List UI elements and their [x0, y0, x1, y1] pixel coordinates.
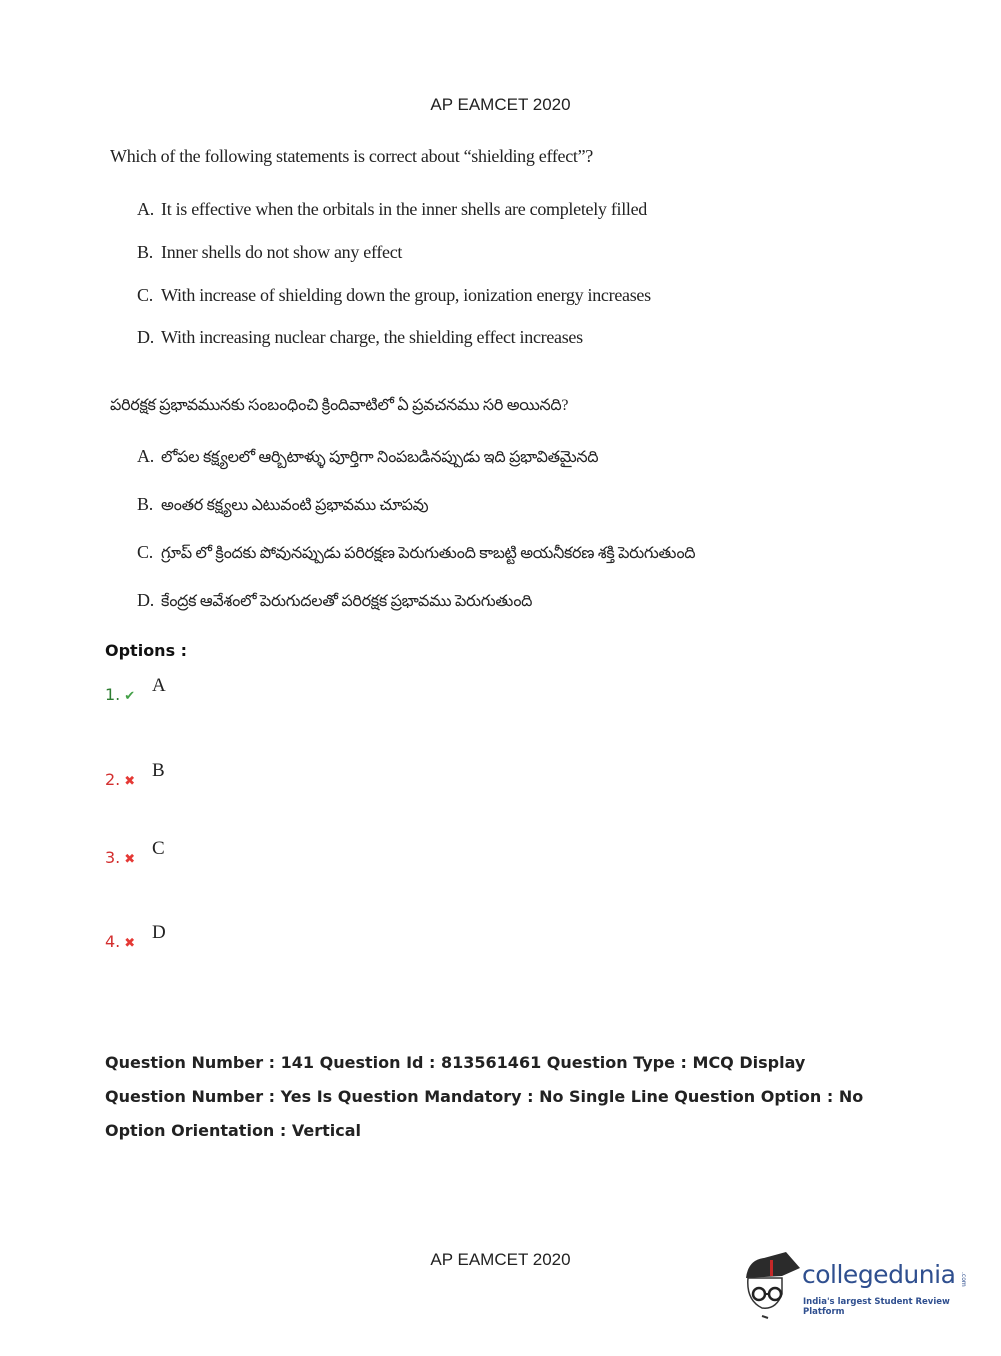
option-text: కేంద్రక ఆవేశంలో పెరుగుదలతో పరిరక్షక ప్రభావము పెరుగుతుంది	[161, 593, 533, 610]
english-option-a	[137, 199, 647, 220]
answer-value: B	[152, 760, 165, 781]
option-text: With increasing nuclear charge, the shielding effect increases	[161, 327, 583, 347]
option-text: అంతర కక్ష్యలు ఎటువంటి ప్రభావము చూపవు	[161, 497, 429, 514]
option-letter: D.	[137, 590, 154, 610]
option-letter: C.	[137, 285, 153, 305]
question-text-english: Which of the following statements is correct about “shielding effect”?	[110, 146, 593, 166]
option-letter: A.	[137, 199, 154, 219]
option-letter: B.	[137, 494, 153, 514]
option-letter: D.	[137, 327, 154, 347]
answer-option-2	[105, 760, 165, 789]
page-footer-title: AP EAMCET 2020	[430, 1250, 571, 1269]
english-option-c	[137, 285, 651, 306]
answer-number: 3.	[105, 848, 121, 867]
answer-option-1	[105, 675, 166, 704]
option-text: గ్రూప్ లో క్రిందకు పోవునప్పుడు పరిరక్షణ పెరుగుతుంది కాబట్టి అయనీకరణ శక్తి పెరుగుతుంది	[161, 545, 696, 562]
answer-value: C	[152, 838, 165, 859]
telugu-option-d	[137, 590, 532, 614]
option-text: Inner shells do not show any effect	[161, 242, 403, 262]
page-header-title: AP EAMCET 2020	[430, 95, 571, 114]
mascot-icon	[742, 1250, 802, 1320]
logo-name: collegedunia	[802, 1260, 956, 1289]
option-text: With increase of shielding down the group, ionization energy increases	[161, 285, 651, 305]
english-option-b	[137, 242, 402, 263]
telugu-option-c	[137, 542, 695, 566]
answer-number: 1.	[105, 685, 121, 704]
logo-tagline: India's largest Student Review Platform	[803, 1297, 950, 1317]
answer-value: A	[152, 675, 166, 696]
question-metadata: Question Number : 141 Question Id : 813561461 Question Type : MCQ Display Question Number : Yes Is Question Mandatory : No Single Line Question Option : No Option Orientation : Vertical	[105, 1053, 864, 1140]
option-text: It is effective when the orbitals in the inner shells are completely filled	[161, 199, 648, 219]
option-text: లోపల కక్ష్యలలో ఆర్బిటాళ్ళు పూర్తిగా నింపబడినప్పుడు ఇది ప్రభావితమైనది	[161, 449, 599, 466]
answer-value: D	[152, 922, 166, 943]
telugu-option-b	[137, 494, 428, 518]
question-text-telugu: పరిరక్షక ప్రభావమునకు సంబంధించి క్రిందివాటిలో ఏ ప్రవచనము సరి అయినది?	[110, 397, 569, 414]
check-icon: ✔	[124, 689, 136, 704]
logo-suffix: .com	[960, 1272, 967, 1287]
cross-icon: ✖	[124, 936, 136, 951]
options-label: Options :	[105, 641, 188, 660]
cross-icon: ✖	[124, 852, 136, 867]
collegedunia-logo	[742, 1250, 972, 1320]
option-letter: C.	[137, 542, 153, 562]
answer-number: 4.	[105, 932, 121, 951]
answer-option-4	[105, 922, 166, 951]
telugu-option-a	[137, 446, 598, 470]
english-option-d	[137, 327, 583, 348]
option-letter: B.	[137, 242, 153, 262]
answer-option-3	[105, 838, 165, 867]
answer-number: 2.	[105, 770, 121, 789]
cross-icon: ✖	[124, 774, 136, 789]
option-letter: A.	[137, 446, 154, 466]
